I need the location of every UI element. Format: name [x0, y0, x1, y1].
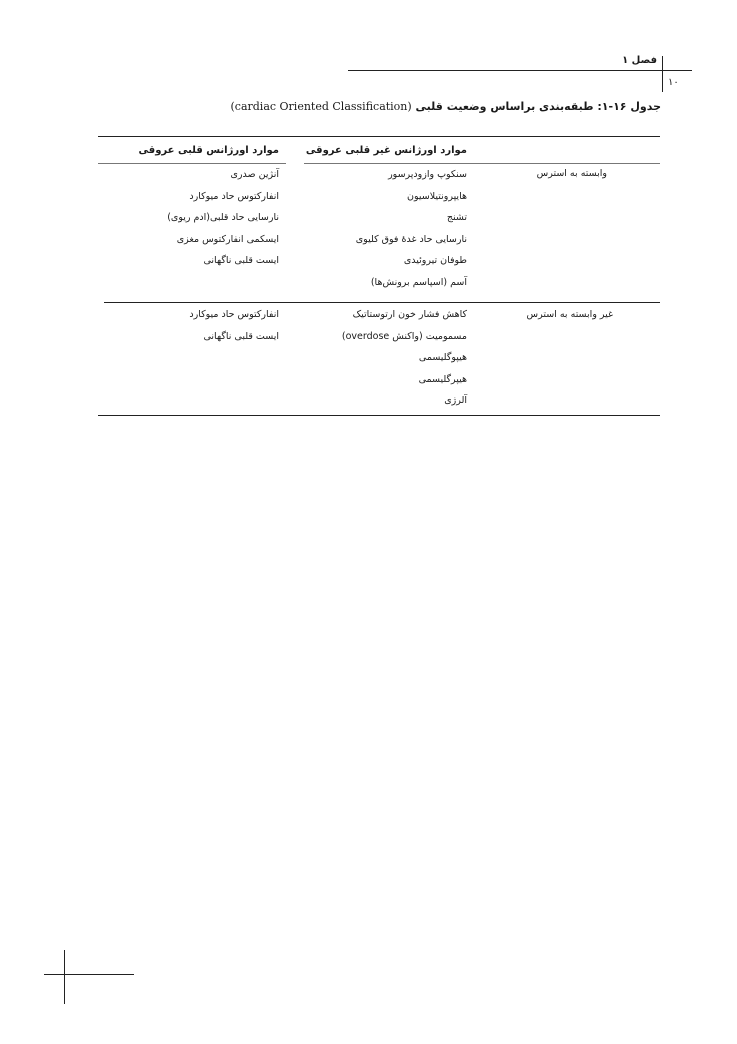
list-item: انفارکتوس حاد میوکارد: [189, 190, 279, 202]
column-header-non-cardiac: موارد اورژانس غیر قلبی عروقی: [305, 145, 467, 156]
list-item: نارسایی حاد قلبی(ادم ریوی): [167, 212, 279, 223]
list-item: ایست قلبی ناگهانی: [203, 255, 279, 266]
header-rule: [348, 70, 692, 71]
list-item: انفارکتوس حاد میوکارد: [189, 309, 279, 320]
table-caption: [230, 100, 661, 113]
crop-mark-vertical: [64, 950, 65, 1004]
chapter-label: فصل ۱: [622, 55, 657, 66]
list-item: آلرژی: [444, 395, 467, 406]
list-item: مسمومیت (واکنش overdose): [341, 330, 467, 342]
cardiac-cell: [167, 164, 279, 272]
table-bottom-rule: [98, 415, 660, 416]
table-top-rule: [98, 136, 660, 137]
list-item: آنژین صدری: [230, 169, 279, 180]
non-cardiac-cell: [342, 304, 467, 412]
row-label: وابسته به استرس: [536, 168, 607, 179]
list-item: تشنج: [446, 212, 467, 223]
list-item: ایسکمی انفارکتوس مغزی: [176, 233, 279, 245]
cardiac-cell: [189, 304, 279, 347]
header-vertical-rule: [662, 56, 663, 92]
list-item: هایپرونتیلاسیون: [406, 190, 467, 202]
page-number: ۱۰: [668, 77, 679, 88]
crop-mark-horizontal: [44, 974, 134, 975]
list-item: کاهش فشار خون ارتوستاتیک: [352, 309, 467, 320]
list-item: هیپرگلیسمی: [418, 373, 467, 385]
list-item: طوفان تیروئیدی: [403, 255, 467, 266]
list-item: سنکوپ وازودپرسور: [388, 169, 467, 180]
table-caption-english: (cardiac Oriented Classification): [230, 100, 412, 113]
table-caption-label: جدول ۱۶-۱: طبقه‌بندی براساس وضعیت قلبی: [415, 100, 661, 113]
row-divider: [104, 302, 660, 303]
non-cardiac-cell: [356, 164, 467, 293]
row-label: غیر وابسته به استرس: [526, 309, 613, 320]
list-item: آسم (اسپاسم برونش‌ها): [370, 276, 467, 288]
list-item: هیپوگلیسمی: [418, 352, 467, 363]
column-header-cardiac: موارد اورژانس قلبی عروقی: [138, 145, 279, 156]
list-item: ایست قلبی ناگهانی: [203, 330, 279, 342]
list-item: نارسایی حاد غدهٔ فوق کلیوی: [355, 233, 467, 245]
